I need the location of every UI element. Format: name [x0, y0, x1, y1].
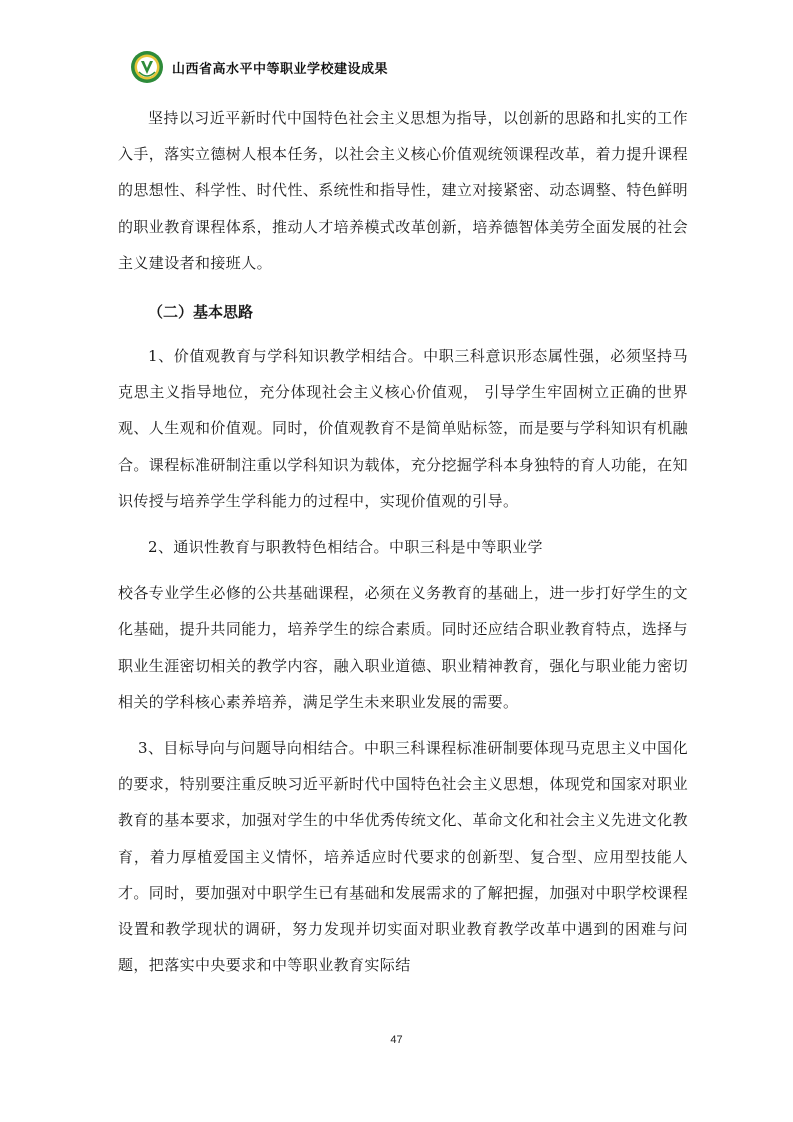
point-2-lead: 2、通识性教育与职教特色相结合。中职三科是中等职业学 — [148, 538, 543, 557]
page-number: 47 — [390, 1034, 403, 1046]
point-1-paragraph: 1、价值观教育与学科知识教学相结合。中职三科意识形态属性强，必须坚持马克思主义指导地位，充分体现社会主义核心价值观， 引导学生牢固树立正确的世界观、人生观和价值观。同时，价值观教育不是简单贴标签，而是要与学科知识有机融合。课程标准研制注重以学科知识为载体，充分挖掘学科本身独特的育人功能，在知识传授与培养学生学科能力的过程中，实现价值观的引导。 — [118, 347, 688, 510]
section-heading: （二）基本思路 — [148, 303, 254, 322]
intro-paragraph: 坚持以习近平新时代中国特色社会主义思想为指导，以创新的思路和扎实的工作入手，落实立德树人根本任务，以社会主义核心价值观统领课程改革，着力提升课程的思想性、科学性、时代性、系统性和指导性，建立对接紧密、动态调整、特色鲜明的职业教育课程体系，推动人才培养模式改革创新，培养德智体美劳全面发展的社会主义建设者和接班人。 — [118, 109, 688, 272]
document-body — [118, 100, 688, 983]
point-3-paragraph: 3、目标导向与问题导向相结合。中职三科课程标准研制要体现马克思主义中国化的要求，特别要注重反映习近平新时代中国特色社会主义思想，体现党和国家对职业教育的基本要求，加强对学生的中华优秀传统文化、革命文化和社会主义先进文化教育，着力厚植爱国主义情怀，培养适应时代要求的创新型、复合型、应用型技能人才。同时，要加强对中职学生已有基础和发展需求的了解把握，加强对中职学校课程设置和教学现状的调研，努力发现并切实面对职业教育教学改革中遇到的困难与问题，把落实中央要求和中等职业教育实际结 — [118, 739, 688, 975]
header-title: 山西省高水平中等职业学校建设成果 — [172, 61, 389, 77]
page-header — [130, 44, 388, 90]
point-2-paragraph: 校各专业学生必修的公共基础课程，必须在义务教育的基础上，进一步打好学生的文化基础，提升共同能力，培养学生的综合素质。同时还应结合职业教育特点，选择与职业生涯密切相关的教学内容，融入职业道德、职业精神教育，强化与职业能力密切相关的学科核心素养培养，满足学生未来职业发展的需要。 — [118, 584, 688, 711]
school-emblem-icon — [130, 50, 164, 84]
